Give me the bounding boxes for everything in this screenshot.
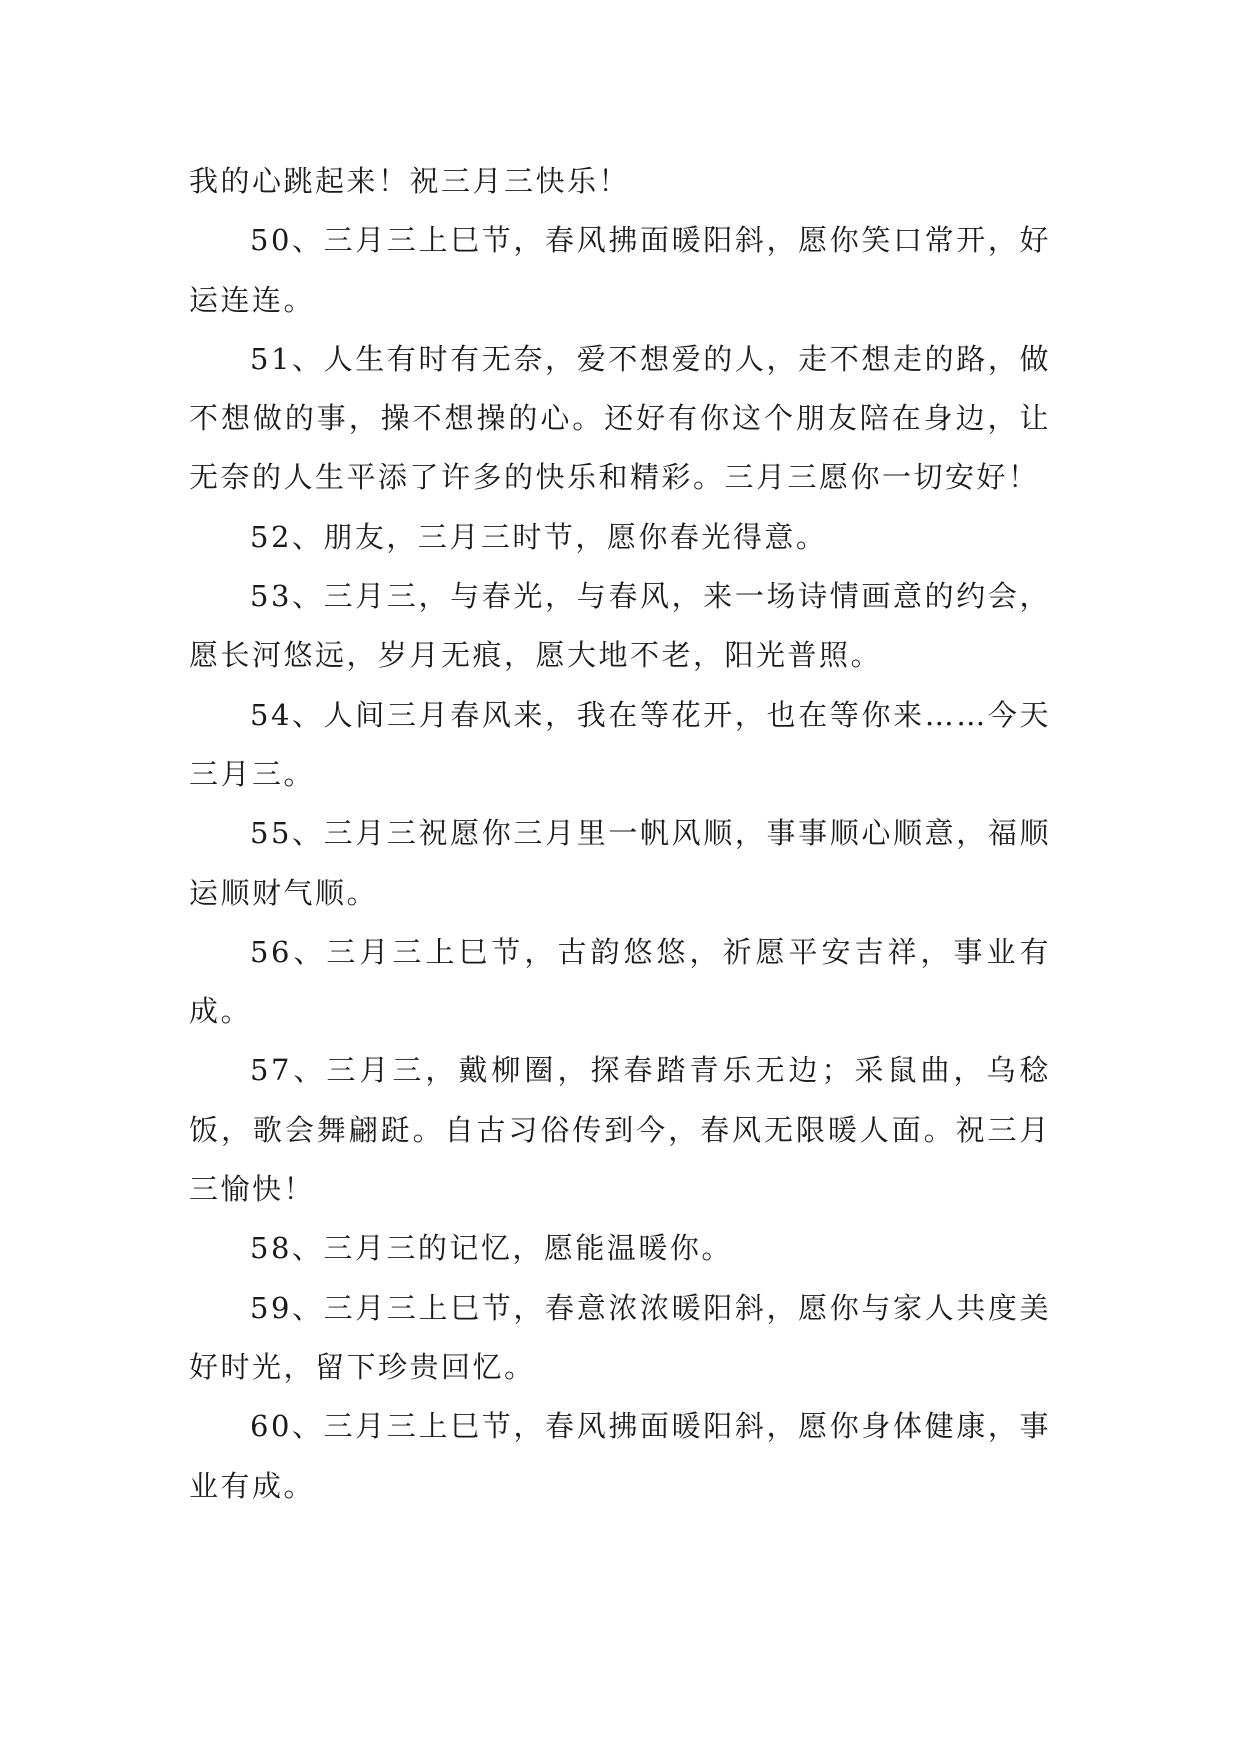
paragraph-item-57: 57、三月三，戴柳圈，探春踏青乐无边；采鼠曲，乌稔饭，歌会舞翩跹。自古习俗传到今，春风无限暖人面。祝三月三愉快！	[189, 1053, 1051, 1207]
document-page	[189, 152, 1051, 1516]
paragraph-item-52: 52、朋友，三月三时节，愿你春光得意。	[250, 519, 828, 554]
paragraph-item-51: 51、人生有时有无奈，爱不想爱的人，走不想走的路，做不想做的事，操不想操的心。还好有你这个朋友陪在身边，让无奈的人生平添了许多的快乐和精彩。三月三愿你一切安好！	[189, 341, 1051, 495]
paragraph-item-53: 53、三月三，与春光，与春风，来一场诗情画意的约会，愿长河悠远，岁月无痕，愿大地不老，阳光普照。	[189, 579, 1051, 673]
paragraph-item-56: 56、三月三上巳节，古韵悠悠，祈愿平安吉祥，事业有成。	[189, 934, 1051, 1029]
paragraph-item-54: 54、人间三月春风来，我在等花开，也在等你来……今天三月三。	[189, 697, 1051, 791]
paragraph-item-58: 58、三月三的记忆，愿能温暖你。	[250, 1231, 733, 1266]
paragraph-continuation: 我的心跳起来！祝三月三快乐！	[189, 164, 631, 198]
paragraph-item-50: 50、三月三上巳节，春风拂面暖阳斜，愿你笑口常开，好运连连。	[189, 223, 1051, 317]
paragraph-item-59: 59、三月三上巳节，春意浓浓暖阳斜，愿你与家人共度美好时光，留下珍贵回忆。	[189, 1290, 1051, 1384]
paragraph-item-60: 60、三月三上巳节，春风拂面暖阳斜，愿你身体健康，事业有成。	[189, 1409, 1051, 1503]
paragraph-item-55: 55、三月三祝愿你三月里一帆风顺，事事顺心顺意，福顺运顺财气顺。	[189, 816, 1051, 910]
